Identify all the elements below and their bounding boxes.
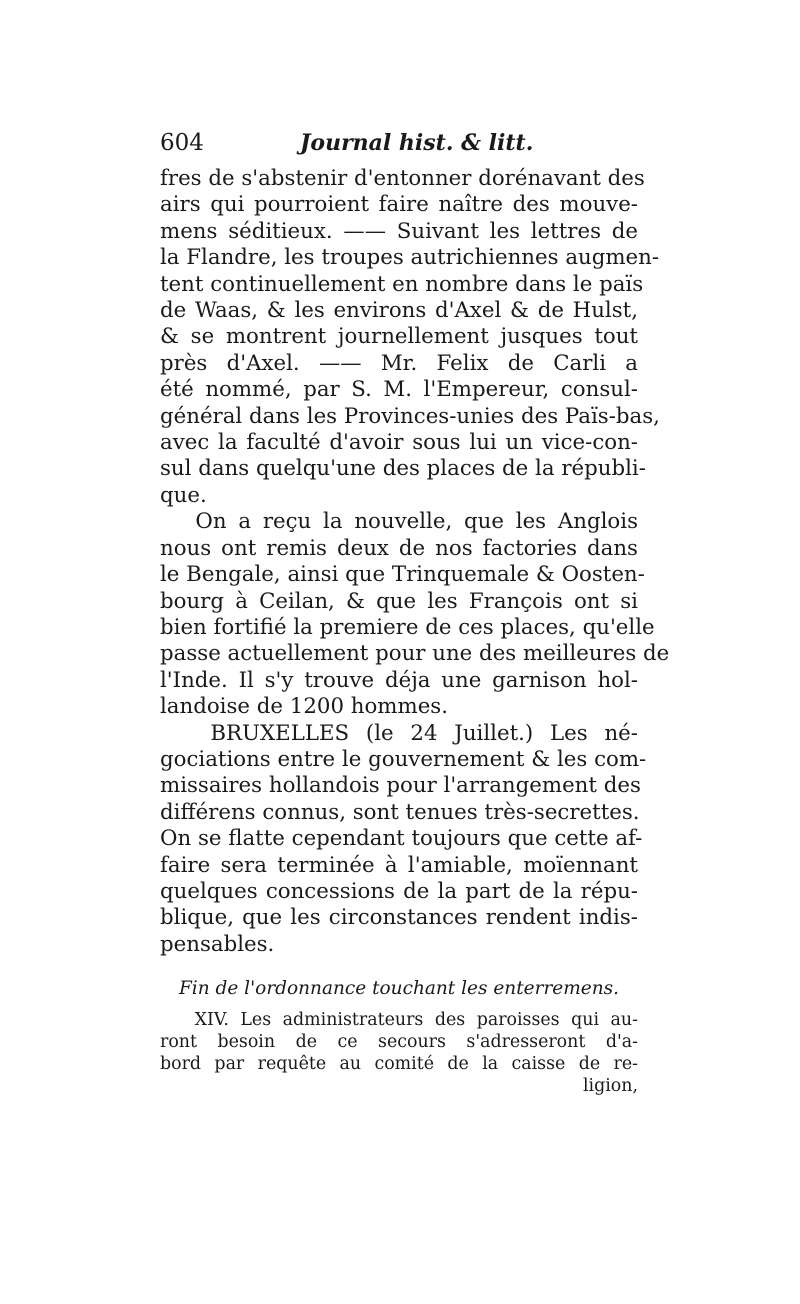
text-line: XIV. Les administrateurs des paroisses qui au-: [160, 1010, 638, 1031]
text-line: missaires hollandois pour l'arrangement des: [160, 773, 641, 799]
text-line: sul dans quelqu'une des places de la républi-: [160, 456, 646, 482]
text-line: & se montrent journellement jusques tout: [160, 324, 638, 350]
section-heading: Fin de l'ordonnance touchant les enterremens.: [178, 978, 620, 1000]
text-line: ront besoin de ce secours s'adresseront d'a-: [160, 1032, 638, 1053]
text-line: nous ont remis deux de nos factories dans: [160, 535, 638, 561]
text-line: gociations entre le gouvernement & les com-: [160, 746, 647, 772]
page-number: 604: [160, 130, 204, 156]
text-line: l'Inde. Il s'y trouve déja une garnison hol-: [160, 667, 638, 693]
text-line: bord par requête au comité de la caisse de re-: [160, 1054, 638, 1075]
text-line: airs qui pourroient faire naître des mouve-: [160, 192, 638, 218]
text-line: tent continuellement en nombre dans le païs: [160, 271, 644, 297]
paragraph: [160, 509, 670, 720]
text-line: de Waas, & les environs d'Axel & de Hulst,: [160, 298, 638, 324]
text-line: bourg à Ceilan, & que les François ont si: [160, 588, 638, 614]
text-line: pensables.: [160, 931, 275, 957]
ordinance-text: [160, 1009, 638, 1097]
text-line: été nommé, par S. M. l'Empereur, consul-: [160, 377, 638, 403]
text-line: On a reçu la nouvelle, que les Anglois: [160, 509, 638, 535]
text-line: BRUXELLES (le 24 Juillet.) Les né-: [160, 720, 638, 746]
text-line: avec la faculté d'avoir sous lui un vice-con-: [160, 430, 638, 456]
text-line: mens séditieux. —— Suivant les lettres de: [160, 218, 638, 244]
body-text: [160, 166, 670, 958]
text-line: près d'Axel. —— Mr. Felix de Carli a: [160, 350, 638, 376]
text-line: que.: [160, 482, 207, 508]
text-line: faire sera terminée à l'amiable, moïennant: [160, 852, 638, 878]
paragraph: [160, 166, 660, 509]
text-line: On se flatte cependant toujours que cette af-: [160, 826, 643, 852]
page-header: [160, 130, 638, 166]
text-line: passe actuellement pour une des meilleures de: [160, 641, 670, 667]
text-line: ligion,: [582, 1076, 638, 1097]
text-line: différens connus, sont tenues très-secrettes.: [160, 799, 640, 825]
text-line: la Flandre, les troupes autrichiennes augmen-: [160, 245, 660, 271]
text-line: fres de s'abstenir d'entonner dorénavant des: [160, 166, 645, 191]
text-line: quelques concessions de la part de la répu-: [160, 878, 638, 904]
text-line: le Bengale, ainsi que Trinquemale & Oosten-: [160, 562, 645, 588]
text-line: landoise de 1200 hommes.: [160, 694, 448, 720]
paragraph: [160, 720, 647, 959]
text-line: blique, que les circonstances rendent indis-: [160, 905, 638, 931]
text-line: général dans les Provinces-unies des Païs-bas,: [160, 403, 660, 429]
text-line: bien fortifié la premiere de ces places, qu'elle: [160, 614, 655, 640]
page: [160, 130, 670, 1097]
running-title: Journal hist. & litt.: [300, 130, 534, 156]
